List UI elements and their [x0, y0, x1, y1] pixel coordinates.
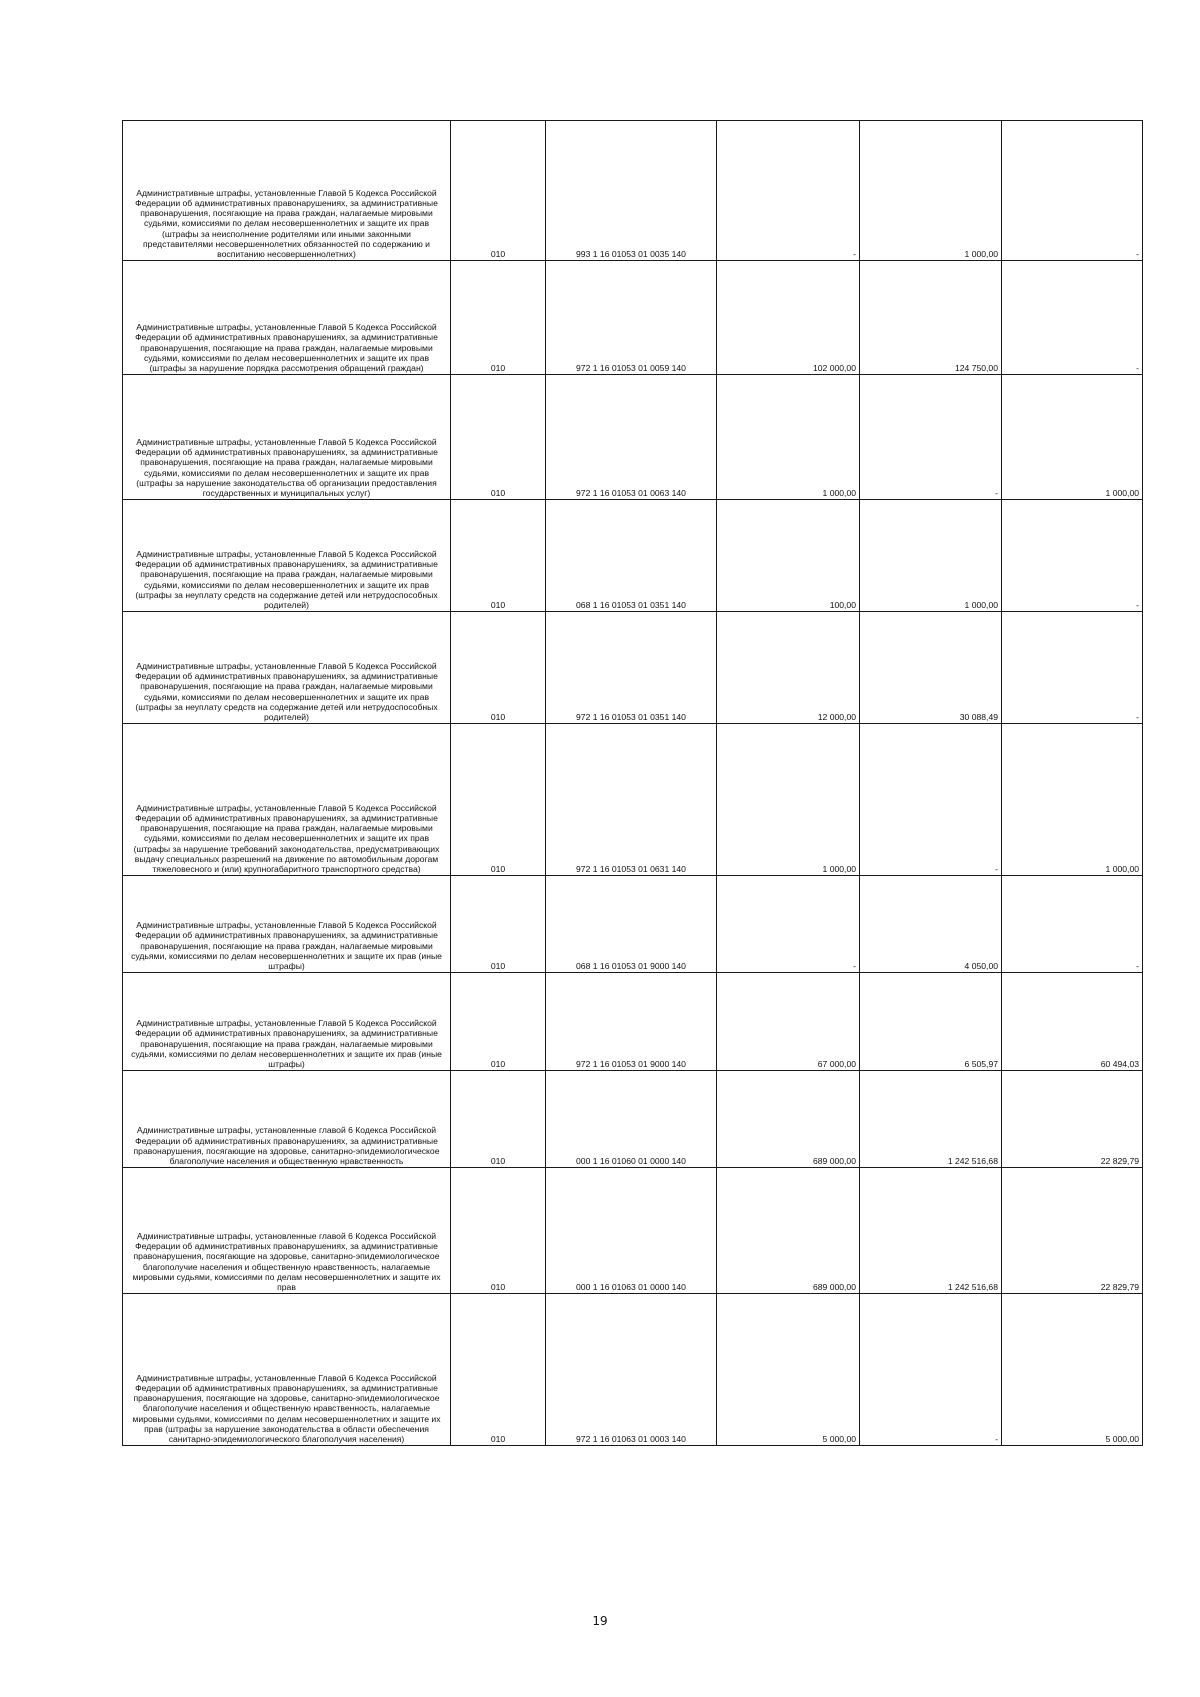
table-row — [123, 375, 1143, 500]
row-value-2: 6 505,97 — [860, 973, 1002, 1071]
row-kbk: 000 1 16 01063 01 0000 140 — [546, 1168, 717, 1294]
table-row — [123, 612, 1143, 724]
row-value-2: 1 242 516,68 — [860, 1168, 1002, 1294]
row-value-1: - — [717, 876, 860, 973]
row-value-1: 102 000,00 — [717, 261, 860, 375]
row-code: 010 — [451, 121, 546, 261]
row-code: 010 — [451, 1168, 546, 1294]
row-name: Административные штрафы, установленные Главой 5 Кодекса Российской Федерации об административных правонарушениях, за административные правонарушения, посягающие на права граждан, налагаемые мировыми судьями, комиссиями по делам несовершеннолетних и защите их прав (штрафы за нарушение порядка рассмотрения обращений граждан) — [123, 261, 451, 375]
row-name: Административные штрафы, установленные Главой 5 Кодекса Российской Федерации об административных правонарушениях, за административные правонарушения, посягающие на права граждан, налагаемые мировыми судьями, комиссиями по делам несовершеннолетних и защите их прав (иные штрафы) — [123, 876, 451, 973]
row-kbk: 972 1 16 01053 01 9000 140 — [546, 973, 717, 1071]
row-value-3: - — [1002, 500, 1143, 612]
row-value-3: 1 000,00 — [1002, 375, 1143, 500]
row-code: 010 — [451, 1294, 546, 1446]
row-value-2: - — [860, 1294, 1002, 1446]
row-value-3: 1 000,00 — [1002, 724, 1143, 876]
page-number: 19 — [592, 1614, 608, 1628]
row-value-3: 60 494,03 — [1002, 973, 1143, 1071]
row-name: Административные штрафы, установленные Главой 5 Кодекса Российской Федерации об административных правонарушениях, за административные правонарушения, посягающие на права граждан, налагаемые мировыми судьями, комиссиями по делам несовершеннолетних и защите их прав (штрафы за неисполнение родителями или иными законными представителями несовершеннолетних обязанностей по содержанию и воспитанию несовершеннолетних) — [123, 121, 451, 261]
row-kbk: 993 1 16 01053 01 0035 140 — [546, 121, 717, 261]
row-name: Административные штрафы, установленные Главой 5 Кодекса Российской Федерации об административных правонарушениях, за административные правонарушения, посягающие на права граждан, налагаемые мировыми судьями, комиссиями по делам несовершеннолетних и защите их прав (штрафы за нарушение требований законодательства, предусматривающих выдачу специальных разрешений на движение по автомобильным дорогам тяжеловесного и (или) крупногабаритного транспортного средства) — [123, 724, 451, 876]
row-kbk: 972 1 16 01053 01 0059 140 — [546, 261, 717, 375]
table-row — [123, 724, 1143, 876]
table-row — [123, 876, 1143, 973]
table-row — [123, 1294, 1143, 1446]
row-name: Административные штрафы, установленные главой 6 Кодекса Российской Федерации об административных правонарушениях, за административные правонарушения, посягающие на здоровье, санитарно-эпидемиологическое благополучие населения и общественную нравственность — [123, 1071, 451, 1168]
row-name: Административные штрафы, установленные Главой 5 Кодекса Российской Федерации об административных правонарушениях, за административные правонарушения, посягающие на права граждан, налагаемые мировыми судьями, комиссиями по делам несовершеннолетних и защите их прав (штрафы за неуплату средств на содержание детей или нетрудоспособных родителей) — [123, 500, 451, 612]
row-code: 010 — [451, 500, 546, 612]
row-kbk: 972 1 16 01053 01 0631 140 — [546, 724, 717, 876]
row-value-3: - — [1002, 876, 1143, 973]
row-name: Административные штрафы, установленные Главой 5 Кодекса Российской Федерации об административных правонарушениях, за административные правонарушения, посягающие на права граждан, налагаемые мировыми судьями, комиссиями по делам несовершеннолетних и защите их прав (иные штрафы) — [123, 973, 451, 1071]
row-code: 010 — [451, 612, 546, 724]
row-kbk: 972 1 16 01053 01 0351 140 — [546, 612, 717, 724]
row-value-1: 12 000,00 — [717, 612, 860, 724]
table-row — [123, 121, 1143, 261]
row-value-3: 22 829,79 — [1002, 1168, 1143, 1294]
row-value-1: 1 000,00 — [717, 375, 860, 500]
table-row — [123, 261, 1143, 375]
row-value-2: 30 088,49 — [860, 612, 1002, 724]
row-value-3: 5 000,00 — [1002, 1294, 1143, 1446]
row-value-1: 5 000,00 — [717, 1294, 860, 1446]
row-name: Административные штрафы, установленные главой 6 Кодекса Российской Федерации об административных правонарушениях, за административные правонарушения, посягающие на здоровье, санитарно-эпидемиологическое благополучие населения и общественную нравственность, налагаемые мировыми судьями, комиссиями по делам несовершеннолетних и защите их прав — [123, 1168, 451, 1294]
row-code: 010 — [451, 375, 546, 500]
row-code: 010 — [451, 973, 546, 1071]
row-code: 010 — [451, 876, 546, 973]
row-value-1: - — [717, 121, 860, 261]
row-value-2: 1 000,00 — [860, 500, 1002, 612]
row-value-1: 100,00 — [717, 500, 860, 612]
row-kbk: 972 1 16 01053 01 0063 140 — [546, 375, 717, 500]
row-value-2: 1 242 516,68 — [860, 1071, 1002, 1168]
row-kbk: 068 1 16 01053 01 9000 140 — [546, 876, 717, 973]
row-kbk: 068 1 16 01053 01 0351 140 — [546, 500, 717, 612]
row-value-3: 22 829,79 — [1002, 1071, 1143, 1168]
row-value-3: - — [1002, 612, 1143, 724]
row-value-1: 689 000,00 — [717, 1071, 860, 1168]
row-kbk: 972 1 16 01063 01 0003 140 — [546, 1294, 717, 1446]
row-value-2: 4 050,00 — [860, 876, 1002, 973]
report-table — [122, 120, 1143, 1446]
row-code: 010 — [451, 261, 546, 375]
row-value-1: 67 000,00 — [717, 973, 860, 1071]
table-row — [123, 1168, 1143, 1294]
row-value-2: - — [860, 724, 1002, 876]
row-kbk: 000 1 16 01060 01 0000 140 — [546, 1071, 717, 1168]
row-name: Административные штрафы, установленные Главой 5 Кодекса Российской Федерации об административных правонарушениях, за административные правонарушения, посягающие на права граждан, налагаемые мировыми судьями, комиссиями по делам несовершеннолетних и защите их прав (штрафы за неуплату средств на содержание детей или нетрудоспособных родителей) — [123, 612, 451, 724]
table-row — [123, 500, 1143, 612]
table-row — [123, 1071, 1143, 1168]
row-value-2: 1 000,00 — [860, 121, 1002, 261]
row-value-3: - — [1002, 261, 1143, 375]
row-value-1: 689 000,00 — [717, 1168, 860, 1294]
row-name: Административные штрафы, установленные Главой 5 Кодекса Российской Федерации об административных правонарушениях, за административные правонарушения, посягающие на права граждан, налагаемые мировыми судьями, комиссиями по делам несовершеннолетних и защите их прав (штрафы за нарушение законодательства об организации предоставления государственных и муниципальных услуг) — [123, 375, 451, 500]
row-value-1: 1 000,00 — [717, 724, 860, 876]
row-code: 010 — [451, 1071, 546, 1168]
row-value-2: 124 750,00 — [860, 261, 1002, 375]
row-code: 010 — [451, 724, 546, 876]
row-value-2: - — [860, 375, 1002, 500]
table-row — [123, 973, 1143, 1071]
row-name: Административные штрафы, установленные Главой 6 Кодекса Российской Федерации об административных правонарушениях, за административные правонарушения, посягающие на здоровье, санитарно-эпидемиологическое благополучие населения и общественную нравственность, налагаемые мировыми судьями, комиссиями по делам несовершеннолетних и защите их прав (штрафы за нарушение законодательства в области обеспечения санитарно-эпидемиологического благополучия населения) — [123, 1294, 451, 1446]
row-value-3: - — [1002, 121, 1143, 261]
